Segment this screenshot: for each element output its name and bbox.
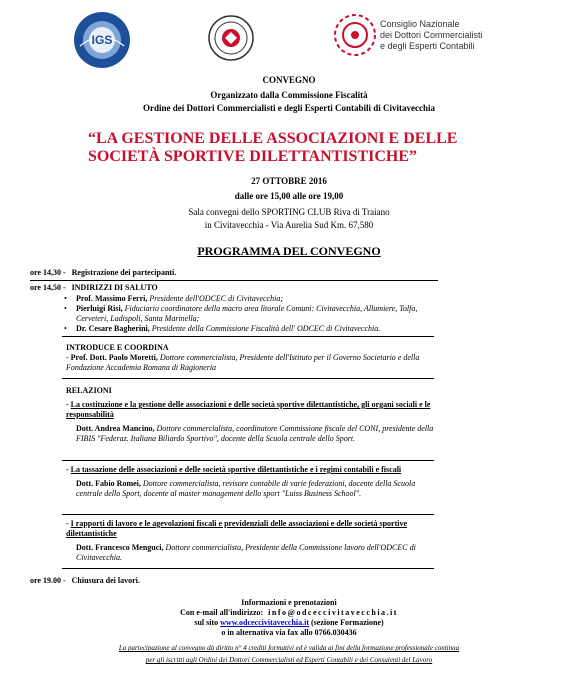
relazione-topic: - I rapporti di lavoro e le agevolazioni fiscali e previdenziali delle associazioni e delle società sportive dilettantistiche (66, 519, 407, 538)
event-date: 27 OTTOBRE 2016 (251, 176, 327, 186)
greetings-item: • Prof. Massimo Ferri, Presidente dell'ODCEC di Civitavecchia; (62, 294, 434, 304)
relazione-speaker-block: Dott. Andrea Mancino, Dottore commercialista, coordinatore Commissione fiscale del CONI, presidente della FIBIS "Federaz. Italiana Biliardo Sportivo", docente della Scuola centrale dello Sport. (76, 424, 434, 443)
relazione-speaker-block: Dott. Francesco Menguci, Dottore commercialista, Presidente della Commissione lavoro dell'ODCEC di Civitavecchia. (76, 543, 416, 562)
divider (62, 378, 434, 379)
relazione-topic: - La costituzione e la gestione delle associazioni e delle società sportive dilettantistiche, gli organi sociali e le responsabilità (66, 400, 431, 419)
intro-block: - Prof. Dott. Paolo Moretti, Dottore commercialista, Presidente dell'Istituto per il Governo Societario e della Fondazione Accademia Romana di Ragioneria (66, 353, 420, 372)
relazione-3 (66, 519, 434, 563)
cndcec-line1: Consiglio Nazionale (380, 19, 460, 29)
greetings-item: • Pierluigi Risi, Fiduciario coordinatore della macro area litorale Comuni: Civitavecchia, Allumiere, Tolfa, Cerveteri, Ladispoli, Santa Marinella; (62, 304, 434, 324)
registration-time: ore 14,30 - (30, 268, 66, 277)
info-heading: Informazioni e prenotazioni (241, 598, 337, 607)
cndcec-line2: dei Dottori Commercialisti (380, 30, 483, 40)
relazione-speaker-block: Dott. Fabio Romei, Dottore commercialista, revisore contabile di varie federazioni, docente della Scuola centrale dello Sport, docente al master management dello sport "Luiss Business School". (76, 479, 416, 498)
registration-row (30, 268, 176, 278)
event-time: dalle ore 15,00 alle ore 19,00 (234, 191, 344, 201)
intro-heading: INTRODUCE E COORDINA (66, 343, 169, 352)
greetings-row (30, 283, 158, 293)
igs-logo-center-text: IGS (91, 33, 113, 47)
relazione-topic: - La tassazione delle associazioni e delle società sportive dilettantistiche e i regimi contabili e fiscali (66, 465, 402, 474)
info-fax-row: o in alternativa via fax allo 0766.030436 (221, 628, 357, 637)
email-link[interactable]: info@odceccivitavecchia.it (268, 608, 398, 617)
closing-time: ore 19.00 - (30, 576, 66, 585)
relazione-2 (66, 465, 434, 499)
divider (62, 336, 434, 337)
divider (62, 514, 434, 515)
footer-line2: per gli iscritti agli Ordini dei Dottori Commercialisti ed Esperti Contabili e dei Consulenti del Lavoro (145, 656, 433, 664)
cndcec-logo-text (380, 19, 483, 52)
registration-label: Registrazione dei partecipanti. (71, 268, 177, 277)
ordine-line: Ordine dei Dottori Commercialisti e degli Esperti Contabili di Civitavecchia (142, 103, 436, 113)
event-address: in Civitavecchia - Via Aurelia Sud Km. 67,580 (204, 220, 374, 230)
closing-row (30, 576, 140, 586)
footer-line1: La partecipazione al convegno dà diritto n° 4 crediti formativi ed è valida ai fini della formazione professionale continua (118, 644, 460, 652)
closing-label: Chiusura dei lavori. (71, 576, 140, 585)
greetings-item: • Dr. Cesare Bagherini, Presidente della Commissione Fiscalità dell' ODCEC di Civitavecchia. (62, 324, 434, 334)
divider (62, 460, 434, 461)
greetings-list (62, 294, 434, 334)
info-site-row: sul sito www.odceccivitavecchia.it (sezione Formazione) (194, 618, 384, 627)
intro-name: Prof. Dott. Paolo Moretti, (70, 353, 158, 362)
site-link[interactable]: www.odceccivitavecchia.it (220, 618, 310, 627)
divider (30, 280, 438, 281)
program-heading: PROGRAMMA DEL CONVEGNO (197, 244, 381, 258)
event-title (88, 130, 508, 166)
convegno-label: CONVEGNO (262, 75, 316, 85)
relazioni-heading: RELAZIONI (66, 386, 112, 395)
greetings-label: INDIRIZZI DI SALUTO (71, 283, 158, 292)
relazione-1 (66, 400, 434, 444)
odcec-seal-logo (207, 14, 255, 62)
event-venue: Sala convegni dello SPORTING CLUB Riva di Traiano (188, 207, 390, 217)
event-title-line1: “LA GESTIONE DELLE ASSOCIAZIONI E DELLE (88, 130, 458, 147)
divider (62, 568, 434, 569)
info-email-row: Con e-mail all'indirizzo: info@odceccivitavecchia.it (180, 608, 398, 617)
organizzato-line: Organizzato dalla Commissione Fiscalità (210, 90, 368, 100)
intro-role: Dottore commercialista, Presidente dell'Istituto per il Governo Societario e della Fondazione Accademia Romana di Ragioneria (66, 353, 420, 372)
greetings-time: ore 14,50 - (30, 283, 66, 292)
event-title-line2: SOCIETÀ SPORTIVE DILETTANTISTICHE” (88, 148, 418, 165)
cndcec-line3: e degli Esperti Contabili (380, 41, 475, 51)
igs-logo (72, 10, 132, 70)
